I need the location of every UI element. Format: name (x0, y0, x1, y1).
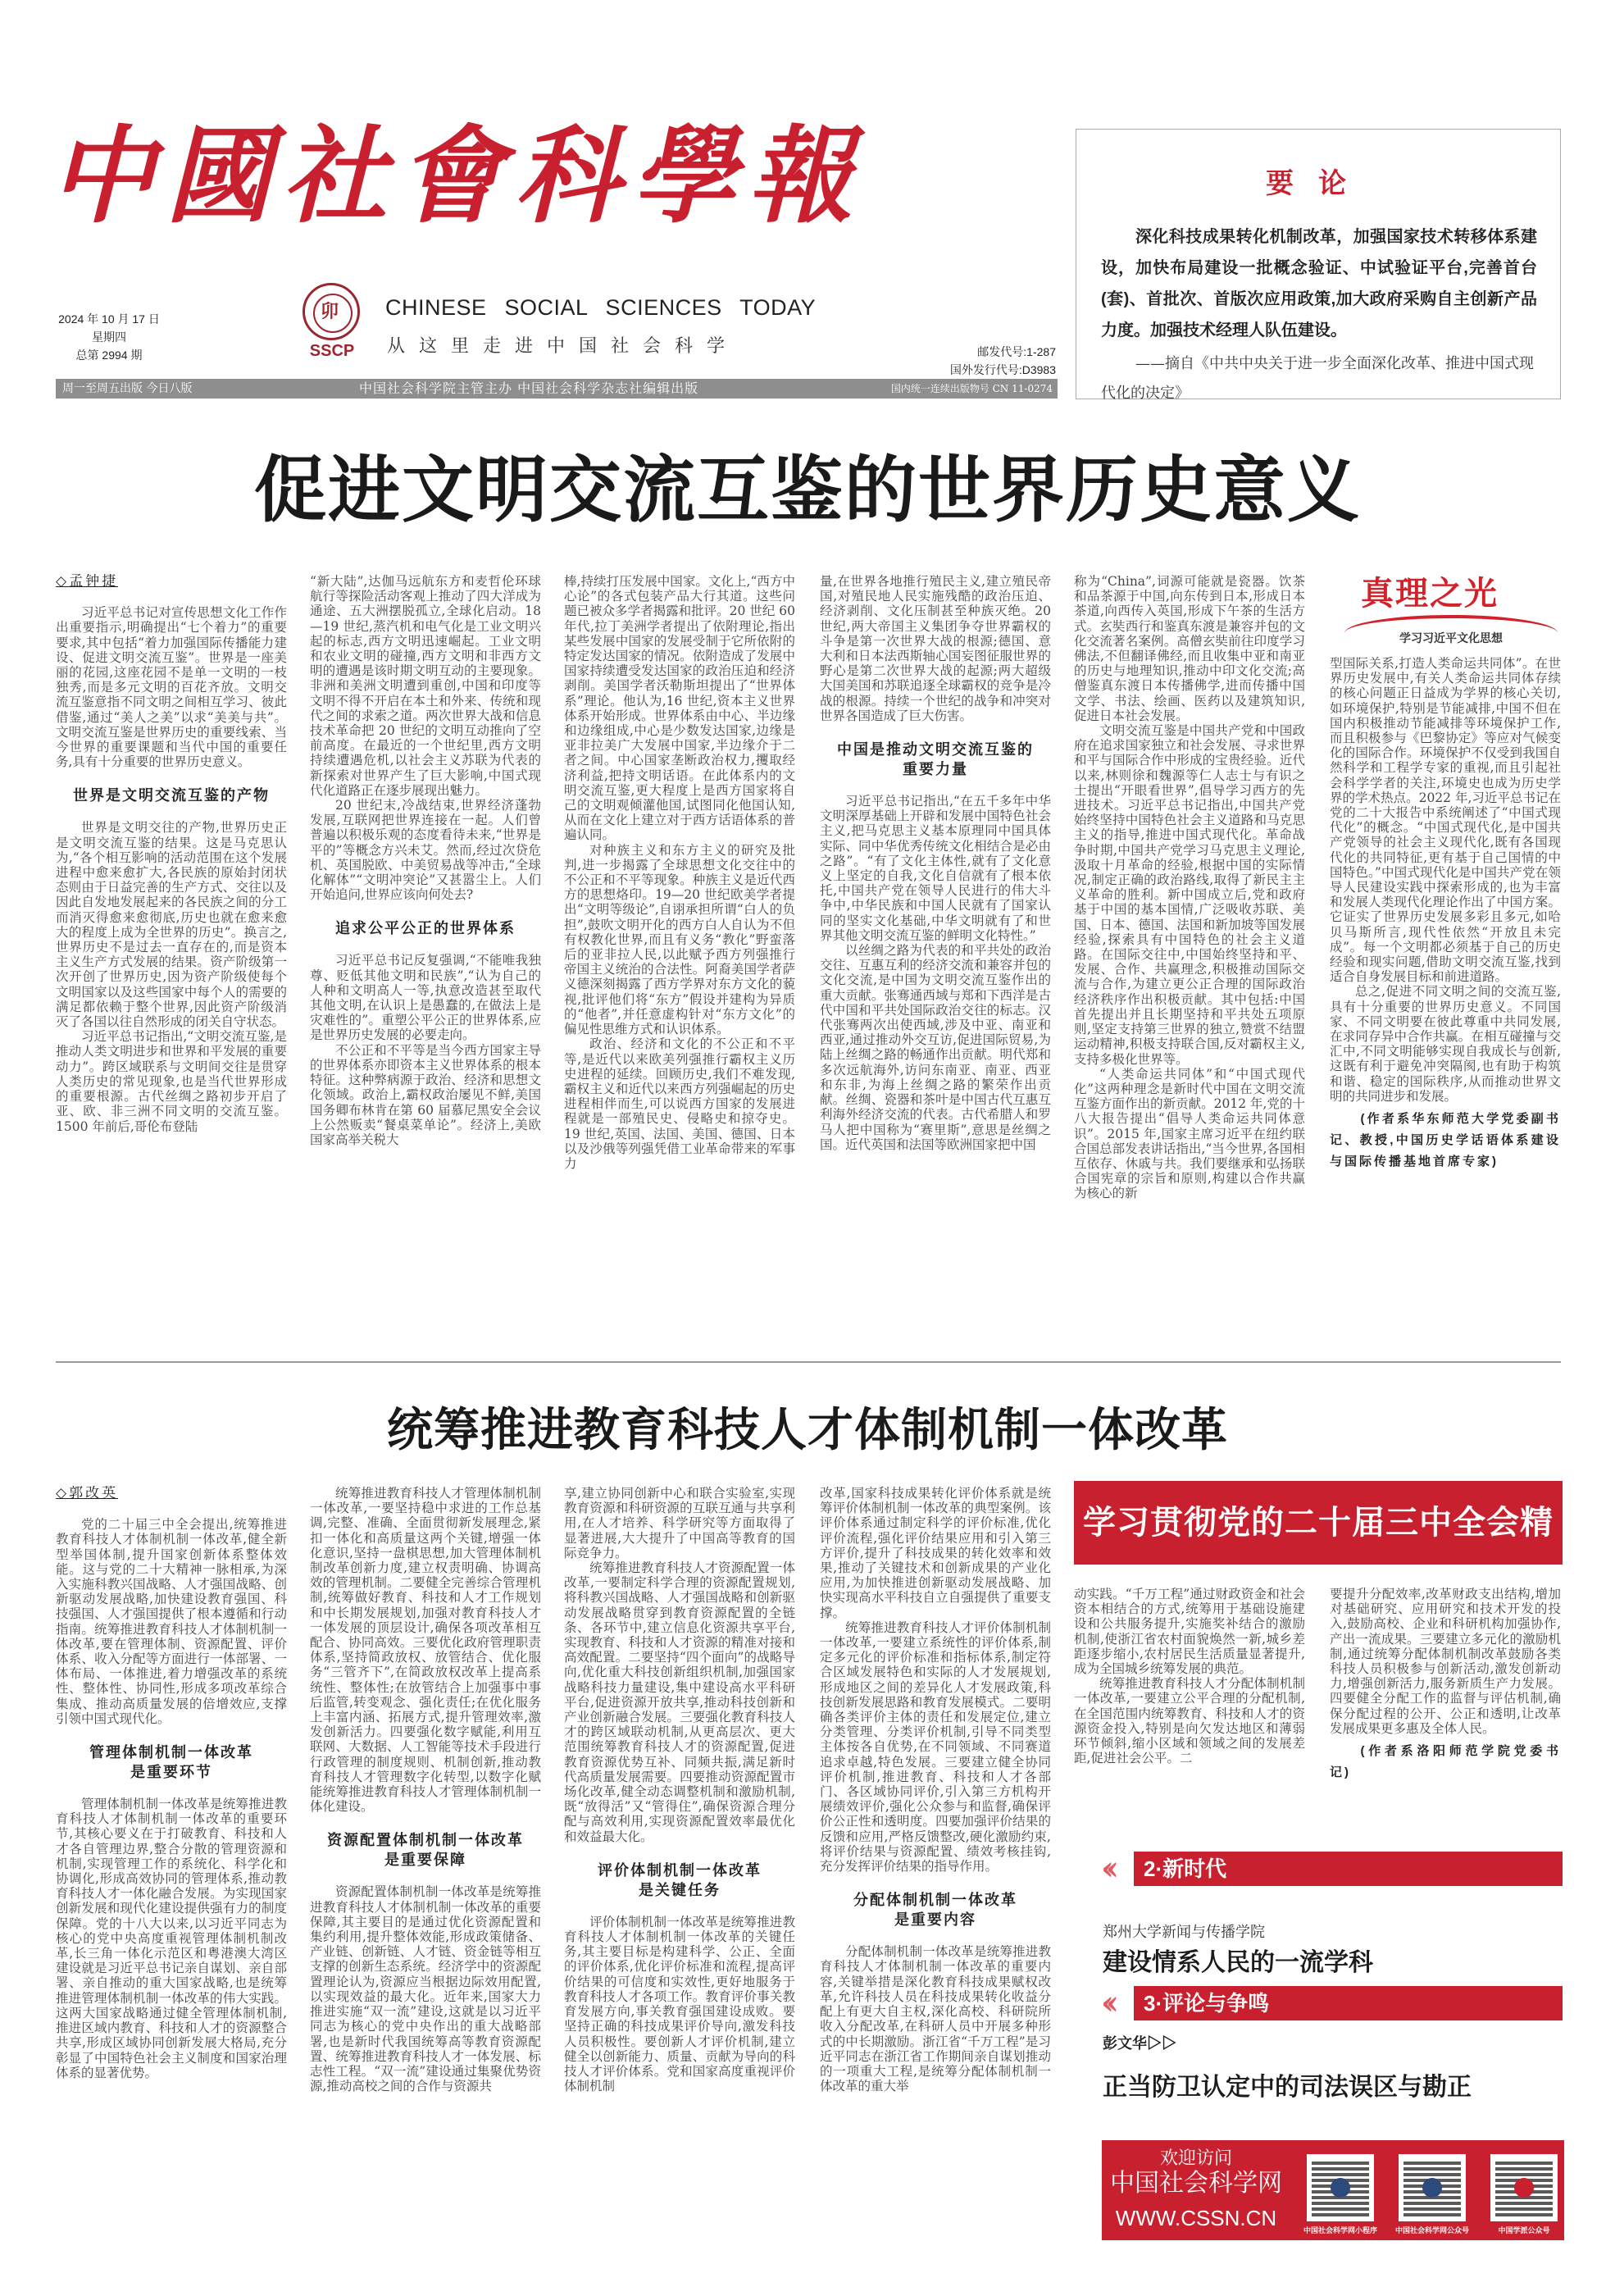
paragraph: 管理体制机制一体改革是统筹推进教育科技人才体制机制一体改革的重要环节,其核心要义在于打破教育、科技和人才各自管理边界,整合分散的管理资源和机制,实现管理工作的系统化、科学化和协调化,形成高效协同的管理体系,推动教育科技人才一体化融合发展。为实现国家创新发展和现代化建设提供强有力的制度保障。党的十八大以来,以习近平同志为核心的党中央高度重视管理体制机制改革,长三角一体化示范区和粤港澳大湾区建设就是习近平总书记亲自谋划、亲自部署、亲自推动的重大国家战略,也是统筹推进管理体制机制一体改革的伟大实践。这两大国家战略通过健全管理体制机制,推进区域内教育、科技和人才的资源整合共享,形成区域协同创新发展大格局,充分彰显了中国特色社会主义制度和国家治理体系的显著优势。 (56, 1797, 287, 2080)
paragraph: 统筹推进教育科技人才评价体制机制一体改革,一要建立系统性的评价体系,制定多元化的评价标准和指标体系,制定符合区域发展特色和实际的人才发展规划,形成地区之间的差异化人才发展政策,科技创新发展思路和教育发展模式。二要明确各类评价主体的责任和发展定位,建立分类管理、分类评价机制,引导不同类型主体按各自优势,在不同领域、不同赛道追求卓越,特色发展。三要建立健全协同评价机制,推进教育、科技和人才各部门、各区域协同评价,引入第三方机构开展绩效评价,强化公众参与和监督,确保评价公正性和透明度。四要加强评价结果的反馈和应用,严格反馈整改,硬化激励约束,将评价结果与资源配置、绩效考核挂钩,充分发挥评价结果的指导作用。 (820, 1620, 1051, 1875)
byline: ◇孟钟捷 (56, 574, 119, 590)
truth-column-header (1344, 567, 1558, 645)
paragraph: 习近平总书记指出,“文明交流互鉴,是推动人类文明进步和世界和平发展的重要动力”。跨区域联系与文明间交往是贯穿人类历史的常见现象,也是当代世界形成的重要根源。古代丝绸之路初步开启了亚、欧、非三洲不同文明的交流互鉴。1500 年前后,哥伦布登陆 (56, 1029, 287, 1134)
issue-weekday: 星期四 (92, 330, 126, 344)
info-publisher: 中国社会科学院主管主办 中国社会科学杂志社编辑出版 (359, 380, 699, 396)
info-serial: 国内统一连续出版物号 CN 11-0274 (890, 383, 1053, 394)
section2-label: 2·新时代 (1144, 1856, 1227, 1881)
paragraph: 世界是文明交往的产物,世界历史正是文明交流互鉴的结果。这是马克思认为,“各个相互影响的活动范围在这个发展进程中愈来愈扩大,各民族的原始封闭状态则由于日益完善的生产方式、交往以及因此自发地发展起来的各民族之间的分工而消灭得愈来愈彻底,历史也就在愈来愈大的程度上成为全世界的历史”。换言之,世界历史不是过去一直存在的,而是资本主义生产方式发展的结果。资产阶级第一次开创了世界历史,因为资产阶级使每个文明国家以及这些国家中每个人的需要的满足都依赖于整个世界,因此资产阶级消灭了各国以往自然形成的闭关自守状态。 (56, 820, 287, 1030)
issue-number: 总第 2994 期 (75, 348, 143, 362)
chevron-left-icon: ‹‹ (1101, 1984, 1111, 2022)
paragraph: 以丝绸之路为代表的和平共处的政治交往、互惠互利的经济交流和兼容并包的文化交流,是中国为文明交流互鉴作出的重大贡献。张骞通西域与郑和下西洋是古代中国和平共处国际政治交往的标志。汉代张骞两次出使西域,涉及中亚、南亚和西亚,通过推动外交互访,促进国际贸易,为陆上丝绸之路的畅通作出贡献。明代郑和多次远航海外,访问东南亚、南亚、西亚和东非,为海上丝绸之路的繁荣作出贡献。丝绸、瓷器和茶叶是中国古代互惠互利海外经济交流的代表。古代希腊人和罗马人把中国称为“赛里斯”,意思是丝绸之国。近代英国和法国等欧洲国家把中国 (820, 943, 1051, 1152)
paragraph: 量,在世界各地推行殖民主义,建立殖民帝国,对殖民地人民实施残酷的政治压迫、经济剥削、文化压制甚至种族灭绝。20 世纪,两大帝国主义集团争夺世界霸权的斗争是第一次世界大战的根源;德国、意大利和日本法西斯轴心国妄图征服世界的野心是第二次世界大战的起源;两大超级大国美国和苏联追逐全球霸权的竞争是冷战的根源。持续一个世纪的战争和冲突对世界各国造成了巨大伤害。 (820, 574, 1051, 723)
qr-label: 中国学派公众号 (1498, 2226, 1550, 2234)
paragraph: “人类命运共同体”和“中国式现代化”这两种理念是新时代中国在文明交流互鉴方面作出的新贡献。2012 年,党的十八大报告提出“倡导人类命运共同体意识”。2015 年,国家主席习近平在纽约联合国总部发表讲话指出,“当今世界,各国相互依存、休戚与共。我们要继承和弘扬联合国宪章的宗旨和原则,构建以合作共赢为核心的新 (1074, 1066, 1305, 1201)
paragraph: 改革,国家科技成果转化评价体系就是统筹评价体制机制一体改革的典型案例。该评价体系通过制定科学的评价标准,优化评价流程,强化评价结果应用和引入第三方评价,提升了科技成果的转化效率和效果,推动了关键技术和创新成果的产业化应用,为加快推进创新驱动发展战略、加快实现高水平科技自立自强提供了重要支撑。 (820, 1486, 1051, 1620)
paragraph: 享,建立协同创新中心和联合实验室,实现教育资源和科研资源的互联互通与共享利用,在人才培养、科学研究等方面取得了显著进展,大大提升了中国高等教育的国际竞争力。 (564, 1486, 795, 1560)
section3-tab[interactable] (1101, 1986, 1563, 2020)
issue-date: 2024 年 10 月 17 日 (58, 312, 160, 326)
ad-url[interactable]: WWW.CSSN.CN (1115, 2206, 1277, 2230)
key-quote-source: ——摘自《中共中央关于进一步全面深化改革、推进中国式现代化的决定》 (1101, 355, 1534, 402)
masthead-title: 中國社會科學報 (49, 115, 865, 238)
paragraph: 习近平总书记对宣传思想文化工作作出重要指示,明确提出“七个着力”的重要要求,其中包括“着力加强国际传播能力建设、促进文明交流互鉴”。世界是一座美丽的花园,这座花园不是单一文明的一枝独秀,而是多元文明的百花齐放。文明交流互鉴意指不同文明之间相互学习、彼此借鉴,通过“美人之美”以求“美美与共”。文明交流互鉴是世界历史的重要线索、当今世界的重要课题和当代中国的重要任务,具有十分重要的世界历史意义。 (56, 605, 287, 770)
subheading: 世界是文明交流互鉴的产物 (73, 787, 270, 804)
paragraph: 型国际关系,打造人类命运共同体”。在世界历史发展中,有关人类命运共同体存续的核心问题正日益成为学界的核心关切,如环境保护,特别是节能减排,中国不但在国内积极推动节能减排等环境保护工作,而且积极参与《巴黎协定》等应对气候变化的国际合作。环境保护不仅受到我国自然科学和工程学专家的重视,而且引起社会科学学者的关注,环境史也成为历史学界的学术热点。2022 年,习近平总书记在党的二十大报告中系统阐述了“中国式现代化”的概念。“中国式现代化,是中国共产党领导的社会主义现代化,既有各国现代化的共同特征,更有基于自己国情的中国特色。”中国式现代化是中国共产党在领导人民建设实践中探索形成的,也为丰富和发展人类现代化理论作出了中国方案。它证实了世界历史发展多彩且多元,如哈贝马斯所言,现代性依然“开放且未完成”。每一个文明都必须基于自己的历史经验和现实问题,借助文明交流互鉴,找到适合自身发展目标和前进道路。 (1330, 656, 1561, 985)
paragraph: 动实践。“千万工程”通过财政资金和社会资本相结合的方式,统筹用于基础设施建设和公共服务提升,实施奖补结合的激励机制,使浙江省农村面貌焕然一新,城乡差距逐步缩小,农村居民生活质量显著提升,成为全国城乡统筹发展的典范。 (1074, 1587, 1305, 1677)
cssn-ad-banner[interactable] (1102, 2140, 1564, 2240)
article-column (310, 574, 541, 1147)
paragraph: 党的二十届三中全会提出,统筹推进教育科技人才体制机制一体改革,健全新型举国体制,提升国家创新体系整体效能。这与党的二十大精神一脉相承,为深入实施科教兴国战略、人才强国战略、创新驱动发展战略,加快建设教育强国、科技强国、人才强国提供了根本遵循和行动指南。统筹推进教育科技人才体制机制一体改革,要在管理体制、资源配置、评价体系、收入分配等方面进行一体部署、一体布局、一体推进,着力增强改革的系统性、整体性、协同性,形成多项改革综合集成、推动高质量发展的倍增效应,支撑引领中国式现代化。 (56, 1517, 287, 1726)
article-column (1074, 1587, 1305, 1765)
paragraph: 总之,促进不同文明之间的交流互鉴,具有十分重要的世界历史意义。不同国家、不同文明要在彼此尊重中共同发展,在求同存异中合作共赢。在相互碰撞与交汇中,不同文明能够实现自我成长与创新,这既有利于避免冲突隔阂,也有助于构筑和谐、稳定的国际秩序,从而推动世界文明的共同进步和发展。 (1330, 984, 1561, 1104)
article-column (820, 574, 1051, 1152)
ad-line1: 欢迎访问 (1159, 2148, 1232, 2168)
article-column (564, 574, 795, 1171)
paragraph: 文明交流互鉴是中国共产党和中国政府在追求国家独立和社会发展、寻求世界和平与国际合作中形成的宝贵经验。近代以来,林则徐和魏源等仁人志士与有识之士提出“开眼看世界”,倡导学习西方的先进技术。习近平总书记指出,中国共产党始终坚持中国特色社会主义道路和马克思主义的指导,推进中国式现代化。革命战争时期,中国共产党学习马克思主义理论,汲取十月革命的经验,根据中国的实际情况,制定正确的政治路线,取得了新民主主义革命的胜利。新中国成立后,党和政府基于中国的基本国情,广泛吸收苏联、美国、日本、德国、法国和新加坡等国发展经验,探索具有中国特色的社会主义道路。在国际交往中,中国始终坚持和平、发展、合作、共赢理念,积极推动国际交流与合作,为建立更公正合理的国际政治经济秩序作出积极贡献。其中包括:中国首先提出并且长期坚持和平共处五项原则,坚定支持第三世界的独立,赞赏不结盟运动精神,积极支持联合国,反对霸权主义,支持多极化世界等。 (1074, 723, 1305, 1067)
issue-date-block (56, 310, 162, 364)
english-title: CHINESE SOCIAL SCIENCES TODAY (385, 295, 817, 320)
section2-org: 郑州大学新闻与传播学院 (1103, 1924, 1265, 1940)
paragraph: 统筹推进教育科技人才资源配置一体改革,一要制定科学合理的资源配置规划,将科教兴国战略、人才强国战略和创新驱动发展战略贯穿到教育资源配置的全链条、各环节中,建立信息化资源共享平台,实现教育、科技和人才资源的精准对接和高效配置。二要坚持“四个面向”的战略导向,优化重大科技创新组织机制,加强国家战略科技力量建设,集中建设高水平科研平台,促进资源开放共享,推动科技创新和产业创新融合发展。三要强化教育科技人才的跨区域联动机制,从更高层次、更大范围统筹教育科技人才的资源配置,促进教育资源优势互补、同频共振,满足新时代高质量发展需要。四要推动资源配置市场化改革,健全动态调整机制和激励机制,既“放得活”又“管得住”,确保资源合理分配与高效利用,实现资源配置效率最优化和效益最大化。 (564, 1560, 795, 1844)
slogan: 从这里走进中国社会科学 (387, 335, 739, 356)
article-column (56, 1486, 287, 2080)
paragraph: “新大陆”,达伽马远航东方和麦哲伦环球航行等探险活动客观上推动了四大洋成为通途、五大洲摆脱孤立,全球化启动。18—19 世纪,蒸汽机和电气化是工业文明兴起的标志,西方文明迅速崛起。工业文明和农业文明的碰撞,西方文明和非西方文明的遭遇是该时期文明互动的主要现象。非洲和美洲文明遭到重创,中国和印度等文明不得不开启在本土和外来、传统和现代之间的求索之道。两次世界大战和信息技术革命把 20 世纪的文明互动推向了空前高度。在最近的一个世纪里,西方文明持续遭遇危机,以社会主义苏联为代表的新探索对世界产生了巨大影响,中国式现代化道路正在逐步展现出魅力。 (310, 574, 541, 798)
qr-label: 中国社会科学网公众号 (1394, 2226, 1469, 2234)
info-bar (56, 379, 1058, 399)
subheading: 管理体制机制一体改革 是重要环节 (89, 1744, 253, 1781)
byline: ◇郭改英 (56, 1486, 119, 1501)
key-quote-box (1076, 129, 1561, 402)
paragraph: 统筹推进教育科技人才管理体制机制一体改革,一要坚持稳中求进的工作总基调,完整、准确、全面贯彻新发展理念,紧扣一体化和高质量这两个关键,增强一体化意识,坚持一盘棋思想,加大管理体制机制改革创新力度,建立权责明确、协调高效的管理机制。二要健全完善综合管理机制,统筹做好教育、科技和人才工作规划和中长期发展规划,加强对教育科技人才一体发展的顶层设计,确保各项改革相互配合、协同高效。三要优化政府管理职责体系,坚持简政放权、放管结合、优化服务“三管齐下”,在简政放权改革上提高系统性、整体性;在放管结合上加强事中事后监管,转变观念、强化责任;在优化服务上丰富内涵、拓展方式,提升管理效率,激发创新活力。四要强化数字赋能,利用互联网、大数据、人工智能等技术手段进行行政管理的制度规则、机制创新,推动教育科技人才管理数字化转型,以数字化赋能统筹推进教育科技人才管理体制机制一体化建设。 (310, 1486, 541, 1815)
author-credit: (作者系华东师范大学党委副书记、教授,中国历史学话语体系建设与国际传播基地首席专家) (1330, 1112, 1561, 1169)
section2-tab[interactable] (1101, 1849, 1563, 1888)
postal-codes (902, 343, 1056, 379)
subheading: 追求公平公正的世界体系 (335, 920, 516, 937)
subheading: 分配体制机制一体改革 是重要内容 (853, 1892, 1017, 1929)
paragraph: 不公正和不平等是当今西方国家主导的世界体系亦即资本主义世界体系的根本特征。这种弊病源于政治、经济和思想文化领域。政治上,霸权政治屡见不鲜,美国国务卿布林肯在第 60 届慕尼黑安全会议上公然贩卖“餐桌菜单论”。经济上,美欧国家高举关税大 (310, 1042, 541, 1147)
paragraph: 棒,持续打压发展中国家。文化上,“西方中心论”的各式包装产品大行其道。这些问题已被众多学者揭露和批评。20 世纪 60 年代,拉丁美洲学者提出了依附理论,指出某些发展中国家的发展受制于它所依附的特定发达国家的情况。依附造成了发展中国家持续遭受发达国家的政治压迫和经济剥削。美国学者沃勒斯坦提出了“世界体系”理论。他认为,16 世纪,资本主义世界体系开始形成。世界体系由中心、半边缘和边缘组成,中心是少数发达国家,边缘是亚非拉美广大发展中国家,半边缘介于二者之间。中心国家垄断政治权力,攫取经济利益,把持文明话语。在此体系内的文明交流互鉴,更大程度上是西方国家将自己的文明观倾灌他国,试图同化他国认知,从而在文化上建立对于西方话语体系的普遍认同。 (564, 574, 795, 843)
subheading: 中国是推动文明交流互鉴的 重要力量 (837, 741, 1034, 778)
paragraph: 分配体制机制一体改革是统筹推进教育科技人才体制机制一体改革的重要内容,关键举措是深化教育科技成果赋权改革,允许科技人员在科技成果转化收益分配上有更大自主权,深化高校、科研院所收入分配改革,在科研人员中开展多种形式的中长期激励。浙江省“千万工程”是习近平同志在浙江省工作期间亲自谋划推动的一项重大工程,是统筹分配体制机制一体改革的重大举 (820, 1944, 1051, 2094)
article-column (820, 1486, 1051, 2093)
article-column (1074, 574, 1305, 1201)
article1-headline[interactable]: 促进文明交流互鉴的世界历史意义 (253, 449, 1361, 531)
article2-headline[interactable]: 统筹推进教育科技人才体制机制一体改革 (387, 1404, 1228, 1456)
article-column (564, 1486, 795, 2093)
paragraph: 评价体制机制一体改革是统筹推进教育科技人才体制机制一体改革的关键任务,其主要目标是构建科学、公正、全面的评价体系,优化评价标准和流程,提高评价结果的可信度和实效性,更好地服务于教育科技人才各项工作。教育评价事关教育发展方向,事关教育强国建设成败。要坚持正确的科技成果评价导向,激发科技人员积极性。要创新人才评价机制,建立健全以创新能力、质量、贡献为导向的科技人才评价体系。党和国家高度重视评价体制机制 (564, 1914, 795, 2094)
truth-column-title: 真理之光 (1361, 576, 1499, 612)
chevron-left-icon: ‹‹ (1101, 1849, 1111, 1888)
paragraph: 对种族主义和东方主义的研究及批判,进一步揭露了全球思想文化交往中的不公正和不平等现象。种族主义是近代西方的思想烙印。19—20 世纪欧美学者提出“文明等级论”,自诩承担所谓“白人的负担”,鼓吹文明开化的西方白人自认为不但有权教化世界,而且有义务“教化”野蛮落后的亚非拉人民,以此赋予西方列强推行帝国主义统治的合法性。阿裔美国学者萨义德深刻揭露了西方学界对东方文化的藐视,批评他们将“东方”假设并建构为异质的“他者”,并任意虚构针对“东方文化”的偏见性思维方式和认识体系。 (564, 842, 795, 1037)
paragraph: 习近平总书记指出,“在五千多年中华文明深厚基础上开辟和发展中国特色社会主义,把马克思主义基本原理同中国具体实际、同中华优秀传统文化相结合是必由之路”。“有了文化主体性,就有了文化意义上坚定的自我,文化自信就有了根本依托,中国共产党在领导人民进行的伟大斗争中,中华民族和中国人民就有了国家认同的坚实文化基础,中华文明就有了和世界其他文明交流互鉴的鲜明文化特性。” (820, 794, 1051, 943)
paragraph: 20 世纪末,冷战结束,世界经济蓬勃发展,互联网把世界连接在一起。人们曾普遍以积极乐观的态度看待未来,“世界是平的”等概念方兴未艾。然而,经过次贷危机、英国脱欧、中美贸易战等冲击,“全球化解体”“文明冲突论”又甚嚣尘上。人们开始追问,世界应该向何处去? (310, 798, 541, 903)
paragraph: 称为“China”,词源可能就是瓷器。饮茶和品茶源于中国,向东传到日本,形成日本茶道,向西传入英国,形成下午茶的生活方式。玄奘西行和鉴真东渡是兼容并包的文化交流著名案例。高僧玄奘前往印度学习佛法,不但翻译佛经,而且收集中亚和南亚的历史与地理知识,推动中印文化交流;高僧鉴真东渡日本传播佛学,进而传播中国文学、书法、绘画、医药以及建筑知识,促进日本社会发展。 (1074, 574, 1305, 723)
ad-line2: 中国社会科学网 (1110, 2170, 1282, 2197)
paragraph: 要提升分配效率,改革财政支出结构,增加对基础研究、应用研究和技术开发的投入,鼓励高校、企业和科研机构加强协作,产出一流成果。三要建立多元化的激励机制,通过统筹分配体制机制改革鼓励各类科技人员积极参与创新活动,激发创新动力,增强创新活力,服务新质生产力发展。四要健全分配工作的监督与评估机制,确保分配过程的公开、公正和透明,让改革发展成果更多惠及全体人民。 (1330, 1587, 1561, 1736)
section-divider (56, 1361, 1561, 1363)
section3-label: 3·评论与争鸣 (1144, 1991, 1270, 2016)
article-column (310, 1486, 541, 2093)
key-quote-text: 深化科技成果转化机制改革，加强国家技术转移体系建设，加快布局建设一批概念验证、中试验证平台,完善首台(套)、首批次、首版次应用政策,加大政府采购自主创新产品力度。加强技术经理人队伍建设。 (1101, 228, 1537, 339)
author-credit: (作者系洛阳师范学院党委书记) (1330, 1744, 1561, 1780)
qr-code-icon[interactable] (1307, 2154, 1374, 2221)
logo-label: SSCP (309, 342, 355, 360)
key-quote-title: 要论 (1266, 168, 1371, 199)
truth-column-subtitle: 学习习近平文化思想 (1399, 631, 1503, 645)
article-column (56, 574, 287, 1134)
paragraph: 政治、经济和文化的不公正和不平等,是近代以来欧美列强推行霸权主义历史进程的延续。回顾历史,我们不难发现,霸权主义和近代以来西方列强崛起的历史进程相伴而生,可以说西方国家的发展进程就是一部殖民史、侵略史和掠夺史。19 世纪,英国、法国、美国、德国、日本以及沙俄等列强凭借工业革命带来的军事力 (564, 1036, 795, 1171)
plenum-banner: 学习贯彻党的二十届三中全会精神 (1074, 1481, 1563, 1565)
section3-headline[interactable]: 正当防卫认定中的司法误区与勘正 (1103, 2074, 1472, 2101)
article-column (1330, 1587, 1561, 1784)
foreign-code: 国外发行代号:D3983 (949, 363, 1056, 376)
paragraph: 统筹推进教育科技人才分配体制机制一体改革,一要建立公平合理的分配机制,在全国范围内统筹教育、科技和人才的资源资金投入,特别是向欠发达地区和薄弱环节倾斜,缩小区域和领域之间的发展差距,促进社会公平。二 (1074, 1676, 1305, 1766)
subheading: 资源配置体制机制一体改革 是重要保障 (327, 1832, 524, 1869)
paragraph: 习近平总书记反复强调,“不能唯我独尊、贬低其他文明和民族”,“认为自己的人种和文明高人一等,执意改造甚至取代其他文明,在认识上是愚蠢的,在做法上是灾难性的”。重塑公平公正的世界体系,应是世界历史发展的必要走向。 (310, 953, 541, 1043)
section2-headline[interactable]: 建设情系人民的一流学科 (1103, 1949, 1373, 1976)
section3-author: 彭文华▷▷ (1103, 2035, 1176, 2052)
paragraph: 资源配置体制机制一体改革是统筹推进教育科技人才体制机制一体改革的重要保障,其主要目的是通过优化资源配置和集约利用,提升整体效能,形成政策储备、产业链、创新链、人才链、资金链等相互支撑的创新生态系统。经济学中的资源配置理论认为,资源应当根据边际效用配置,以实现效益的最大化。近年来,国家大力推进实施“双一流”建设,这就是以习近平同志为核心的党中央作出的重大战略部署,也是新时代我国统筹高等教育资源配置、统筹推进教育科技人才一体发展、标志性工程。“双一流”建设通过集聚优势资源,推动高校之间的合作与资源共 (310, 1884, 541, 2094)
qr-code-icon[interactable] (1490, 2154, 1558, 2221)
subheading: 评价体制机制一体改革 是关键任务 (598, 1861, 762, 1898)
postal-code: 邮发代号:1-287 (977, 345, 1056, 358)
info-schedule: 周一至周五出版 今日八版 (62, 382, 193, 395)
sscp-logo: 卯 SSCP (299, 283, 365, 365)
qr-code-icon[interactable] (1399, 2154, 1466, 2221)
article-column (1330, 656, 1561, 1173)
qr-label: 中国社会科学网小程序 (1303, 2226, 1377, 2234)
